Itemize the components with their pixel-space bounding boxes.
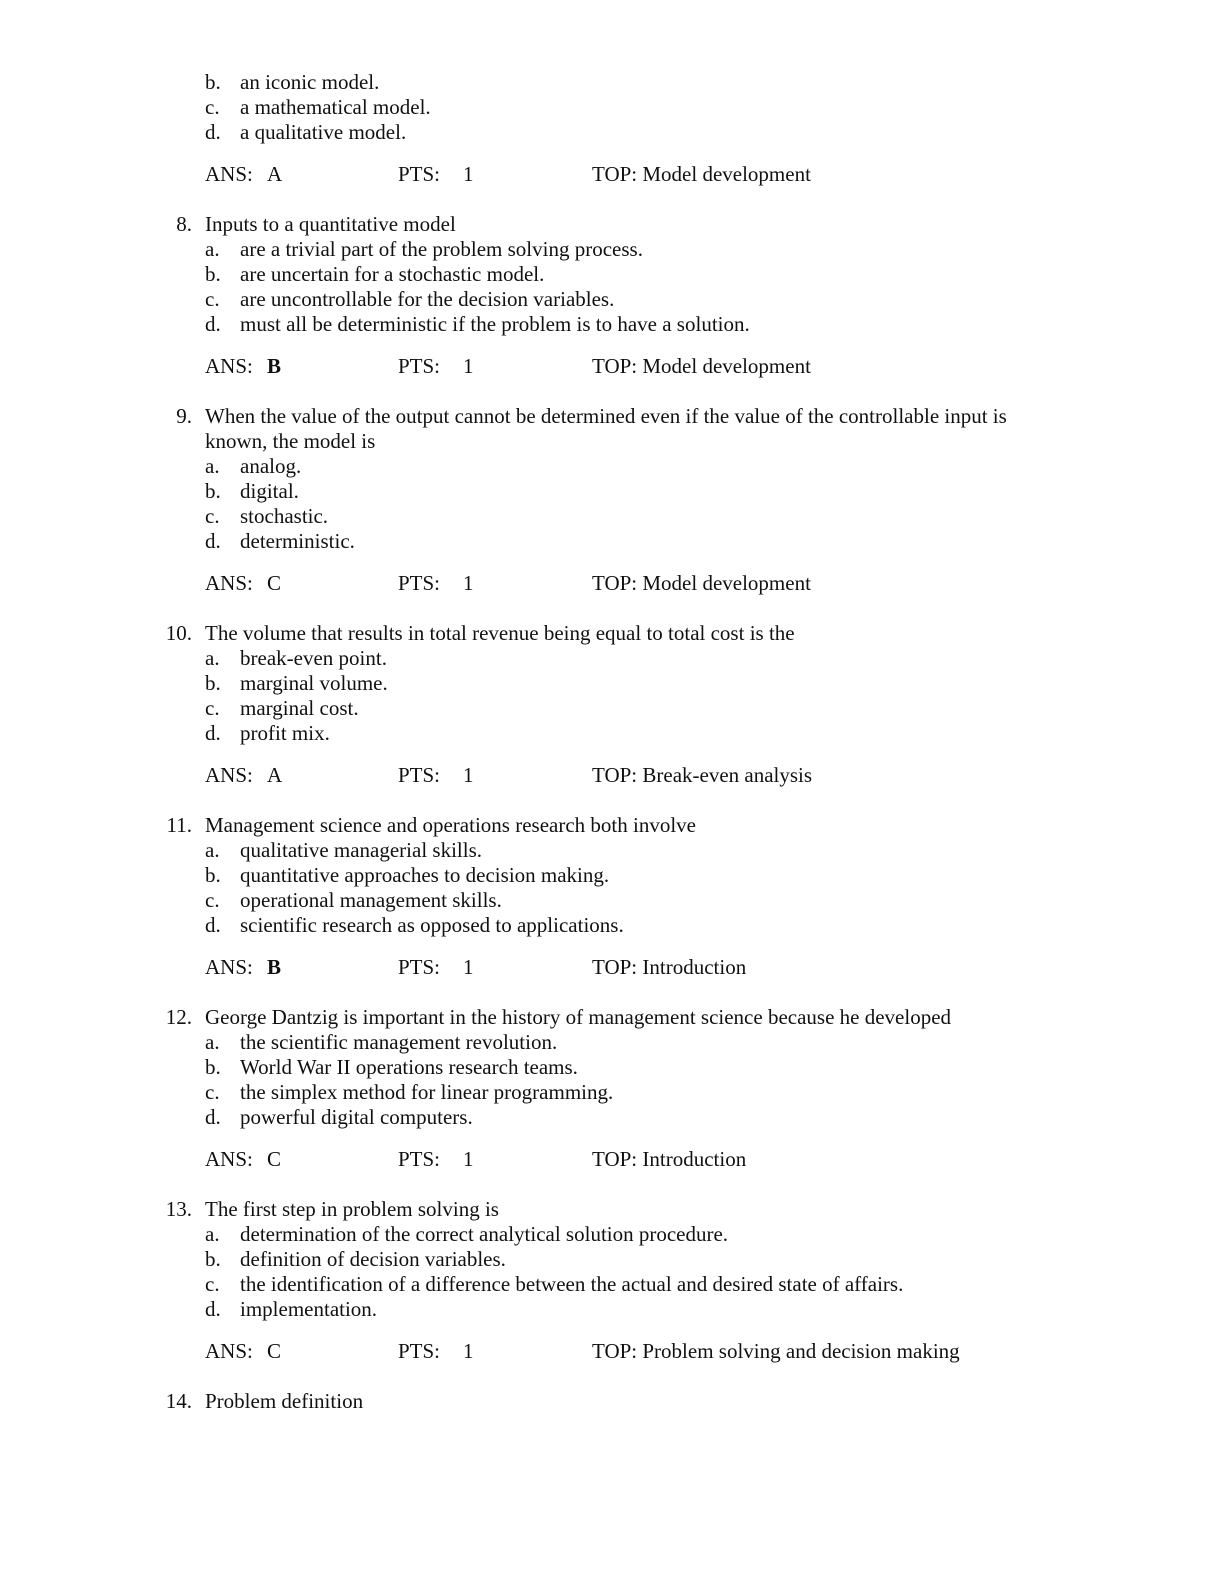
points-value: 1 xyxy=(463,571,474,595)
question-number: 14. xyxy=(165,1389,192,1413)
option-text: break-even point. xyxy=(240,646,387,670)
answer-value: B xyxy=(267,354,282,378)
option-text: are uncertain for a stochastic model. xyxy=(240,262,545,286)
option-letter: a. xyxy=(205,454,220,478)
option-text: a mathematical model. xyxy=(240,95,431,119)
option-text: scientific research as opposed to applications. xyxy=(240,913,624,937)
option-text: operational management skills. xyxy=(240,888,502,912)
option-text: definition of decision variables. xyxy=(240,1247,506,1271)
question-number: 10. xyxy=(165,621,192,645)
option-letter: d. xyxy=(205,913,221,937)
answer-value: C xyxy=(267,1147,282,1171)
points-label: PTS: xyxy=(398,1339,441,1363)
topic-text: TOP: Model development xyxy=(592,162,811,186)
option-text: marginal cost. xyxy=(240,696,359,720)
question-stem: The volume that results in total revenue being equal to total cost is the xyxy=(205,621,795,645)
option-text: stochastic. xyxy=(240,504,329,528)
option-letter: a. xyxy=(205,1030,220,1054)
question-number: 11. xyxy=(166,813,192,837)
option-letter: a. xyxy=(205,237,220,261)
option-text: profit mix. xyxy=(240,721,330,745)
points-value: 1 xyxy=(463,354,474,378)
question-stem: Problem definition xyxy=(205,1389,364,1413)
points-label: PTS: xyxy=(398,1147,441,1171)
points-label: PTS: xyxy=(398,763,441,787)
answer-label: ANS: xyxy=(205,571,253,595)
option-text: deterministic. xyxy=(240,529,355,553)
option-text: determination of the correct analytical solution procedure. xyxy=(240,1222,729,1246)
option-text: marginal volume. xyxy=(240,671,388,695)
option-text: a qualitative model. xyxy=(240,120,407,144)
question-stem: Management science and operations research both involve xyxy=(205,813,696,837)
answer-label: ANS: xyxy=(205,162,253,186)
answer-label: ANS: xyxy=(205,1339,253,1363)
option-text: World War II operations research teams. xyxy=(240,1055,578,1079)
points-label: PTS: xyxy=(398,571,441,595)
topic-text: TOP: Break-even analysis xyxy=(592,763,813,787)
answer-value: A xyxy=(267,162,283,186)
option-letter: c. xyxy=(205,287,220,311)
points-label: PTS: xyxy=(398,162,441,186)
option-letter: c. xyxy=(205,696,220,720)
option-letter: c. xyxy=(205,95,220,119)
topic-text: TOP: Model development xyxy=(592,571,811,595)
option-text: qualitative managerial skills. xyxy=(240,838,483,862)
points-label: PTS: xyxy=(398,354,441,378)
option-letter: b. xyxy=(205,479,221,503)
option-letter: c. xyxy=(205,888,220,912)
points-value: 1 xyxy=(463,955,474,979)
option-text: must all be deterministic if the problem is to have a solution. xyxy=(240,312,750,336)
topic-text: TOP: Introduction xyxy=(592,1147,747,1171)
option-letter: d. xyxy=(205,312,221,336)
answer-value: A xyxy=(267,763,283,787)
option-text: implementation. xyxy=(240,1297,378,1321)
option-text: an iconic model. xyxy=(240,70,380,94)
option-letter: b. xyxy=(205,1055,221,1079)
option-text: the scientific management revolution. xyxy=(240,1030,558,1054)
option-text: are uncontrollable for the decision variables. xyxy=(240,287,615,311)
option-letter: d. xyxy=(205,120,221,144)
option-letter: b. xyxy=(205,70,221,94)
answer-label: ANS: xyxy=(205,354,253,378)
option-text: digital. xyxy=(240,479,299,503)
option-text: the simplex method for linear programming. xyxy=(240,1080,614,1104)
option-letter: d. xyxy=(205,529,221,553)
points-value: 1 xyxy=(463,763,474,787)
topic-text: TOP: Problem solving and decision making xyxy=(592,1339,960,1363)
question-number: 13. xyxy=(165,1197,192,1221)
option-letter: d. xyxy=(205,1297,221,1321)
question-stem: known, the model is xyxy=(205,429,376,453)
points-label: PTS: xyxy=(398,955,441,979)
option-letter: b. xyxy=(205,1247,221,1271)
option-letter: a. xyxy=(205,646,220,670)
question-stem: Inputs to a quantitative model xyxy=(205,212,456,236)
option-text: are a trivial part of the problem solving process. xyxy=(240,237,643,261)
answer-label: ANS: xyxy=(205,763,253,787)
option-letter: c. xyxy=(205,504,220,528)
option-letter: c. xyxy=(205,1080,220,1104)
answer-value: B xyxy=(267,955,282,979)
question-stem: When the value of the output cannot be determined even if the value of the controllable input is xyxy=(205,404,1007,428)
answer-label: ANS: xyxy=(205,955,253,979)
option-letter: c. xyxy=(205,1272,220,1296)
topic-text: TOP: Introduction xyxy=(592,955,747,979)
option-letter: b. xyxy=(205,262,221,286)
option-letter: d. xyxy=(205,1105,221,1129)
question-number: 12. xyxy=(165,1005,192,1029)
answer-value: C xyxy=(267,1339,282,1363)
option-letter: b. xyxy=(205,671,221,695)
option-letter: d. xyxy=(205,721,221,745)
question-number: 8. xyxy=(176,212,192,236)
option-letter: a. xyxy=(205,838,220,862)
option-text: powerful digital computers. xyxy=(240,1105,473,1129)
points-value: 1 xyxy=(463,162,474,186)
topic-text: TOP: Model development xyxy=(592,354,811,378)
option-text: quantitative approaches to decision making. xyxy=(240,863,610,887)
answer-label: ANS: xyxy=(205,1147,253,1171)
option-letter: a. xyxy=(205,1222,220,1246)
question-stem: George Dantzig is important in the history of management science because he developed xyxy=(205,1005,952,1029)
answer-value: C xyxy=(267,571,282,595)
option-text: the identification of a difference between the actual and desired state of affairs. xyxy=(240,1272,904,1296)
option-letter: b. xyxy=(205,863,221,887)
question-number: 9. xyxy=(176,404,192,428)
question-stem: The first step in problem solving is xyxy=(205,1197,499,1221)
option-text: analog. xyxy=(240,454,302,478)
points-value: 1 xyxy=(463,1147,474,1171)
points-value: 1 xyxy=(463,1339,474,1363)
